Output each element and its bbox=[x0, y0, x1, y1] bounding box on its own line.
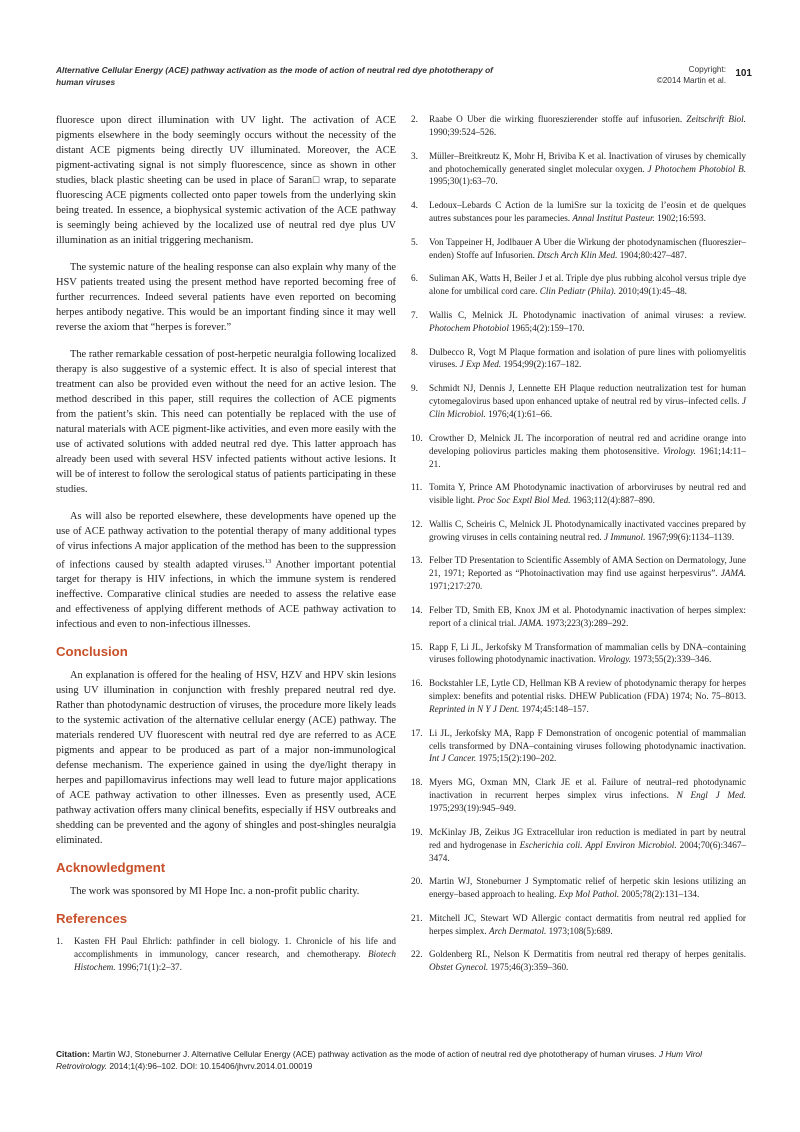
reference-details: 1975;293(19):945–949. bbox=[429, 803, 517, 813]
reference-list-left bbox=[56, 935, 396, 974]
reference-text: Myers MG, Oxman MN, Clark JE et al. Failure of neutral–red photodynamic inactivation in recurrent herpes simplex virus infections. bbox=[429, 777, 746, 801]
reference-journal: J Photochem Photobiol B. bbox=[647, 163, 746, 174]
body-paragraph: The rather remarkable cessation of post-herpetic neuralgia following localized therapy is also suggestive of a systemic effect. It is also of special interest that treatment can also be provided even without the need for an active lesion. The method described in this paper, still requires the collection of ACE pigments from the patient’s skin. This need can potentially be replaced with the use of natural materials with ACE pigment-like activities, and even more easily with the use of activated solutions with added neutral red dye. This latter approach has already been used with several HSV infected patients without active lesions. It will be of interest to follow the serological status of patients participating in these studies. bbox=[56, 349, 396, 495]
reference-item bbox=[411, 432, 746, 471]
reference-number: 5. bbox=[411, 236, 418, 247]
conclusion-heading: Conclusion bbox=[56, 644, 128, 660]
reference-details: 2010;49(1):45–48. bbox=[616, 286, 687, 297]
reference-journal: Exp Mol Pathol. bbox=[558, 889, 620, 900]
reference-details: 1975;15(2):190–202. bbox=[476, 753, 557, 764]
reference-number: 4. bbox=[411, 200, 418, 211]
acknowledgment-text: The work was sponsored by MI Hope Inc. a non-profit public charity. bbox=[70, 886, 360, 898]
references-heading: References bbox=[56, 911, 128, 927]
reference-number: 20. bbox=[411, 876, 423, 887]
reference-text: Schmidt NJ, Dennis J, Lennette EH Plaque reduction neutralization test for human cytomegalovirus based upon enhanced uptake of neutral red by virus–infected cells. bbox=[429, 383, 746, 407]
reference-text: Dulbecco R, Vogt M Plaque formation and isolation of pure lines with poliomyelitis viruses. bbox=[429, 346, 746, 370]
reference-item bbox=[411, 150, 746, 189]
page-header bbox=[56, 64, 752, 98]
reference-details: 1904;80:427–487. bbox=[617, 249, 687, 260]
reference-journal: Obstet Gynecol. bbox=[429, 962, 489, 973]
reference-details: 1974;45:148–157. bbox=[519, 703, 589, 714]
reference-details: 2004;70(6):3467–3474. bbox=[429, 839, 747, 863]
reference-text: Rapp F, Li JL, Jerkofsky M Transformation of mammalian cells by DNA–containing viruses following photodynamic inactivation. bbox=[429, 641, 746, 665]
body-paragraph: The systemic nature of the healing response can also explain why many of the HSV patients treated using the present method have reported becoming free of further recurrences. Indeed several patients have even reported on becoming herpes antibody negative. This would be an important finding since it may well reverse the axiom that “herpes is forever.” bbox=[56, 262, 396, 333]
reference-number: 10. bbox=[411, 432, 423, 443]
reference-details: 1902;16:593. bbox=[654, 213, 706, 224]
reference-text: Suliman AK, Watts H, Beiler J et al. Triple dye plus rubbing alcohol versus triple dye alone for umbilical cord care. bbox=[429, 273, 746, 297]
reference-details: 1965;4(2):159–170. bbox=[508, 322, 585, 333]
reference-journal: Annal Institut Pasteur. bbox=[572, 213, 655, 224]
reference-number: 22. bbox=[411, 949, 423, 960]
reference-text: Martin WJ, Stoneburner J Symptomatic relief of herpetic skin lesions utilizing an energy–based approach to healing. bbox=[429, 876, 746, 900]
reference-number: 17. bbox=[411, 727, 423, 738]
reference-text: Crowther D, Melnick JL The incorporation of neutral red and acridine orange into developing poliovirus particles making them photosensitive. bbox=[429, 432, 746, 456]
conclusion-text: An explanation is offered for the healing of HSV, HZV and HPV skin lesions using UV illumination in conjunction with freshly prepared neutral red dye. Rather than photodynamic destruction of viruses, the procedure more likely leads to the systemic activation of the alternative cellular energy (ACE) pathway. The materials rendered UV fluorescent with neutral red dye are referred to as ACE pigments and appear to be produced as part of a major non-immunological defense mechanism. The experience gained in using the dye/light therapy in herpes and papillomavirus infections may well lead to future major applications of ACE pathway activation to other illnesses. Even as presently used, ACE pathway activation offers many clinical benefits, especially if HSV outbreaks and shedding can be prevented and the agony of shingles and post-shingles neuralgia eliminated. bbox=[56, 670, 396, 847]
reference-item bbox=[411, 677, 746, 716]
reference-item bbox=[411, 776, 746, 815]
reference-text: Wallis C, Scheiris C, Melnick JL Photodynamically inactivated vaccines prepared by growing viruses in cells containing neutral red. bbox=[429, 518, 746, 542]
reference-item bbox=[411, 481, 746, 507]
reference-details: 1973;108(5):689. bbox=[546, 925, 613, 936]
copyright-notice bbox=[616, 64, 726, 86]
reference-details: 1973;223(3):289–292. bbox=[543, 617, 629, 628]
reference-text: Raabe O Uber die wirking fluoreszierender stoffe auf infusorien. bbox=[429, 114, 687, 124]
reference-journal: Clin Pediatr (Phila). bbox=[539, 286, 617, 297]
reference-item bbox=[411, 554, 746, 593]
reference-item bbox=[411, 826, 746, 865]
reference-journal: Proc Soc Exptl Biol Med. bbox=[477, 495, 571, 506]
reference-details: 1975;46(3):359–360. bbox=[488, 962, 569, 973]
reference-number: 6. bbox=[411, 273, 418, 284]
reference-item bbox=[411, 875, 746, 901]
reference-number: 21. bbox=[411, 912, 423, 923]
reference-text: Li JL, Jerkofsky MA, Rapp F Demonstration of oncogenic potential of mammalian cells transformed by DNA–containing viruses following photodynamic inactivation. bbox=[429, 727, 746, 751]
reference-text: Bockstahler LE, Lytle CD, Hellman KB A review of photodynamic therapy for herpes simplex: benefits and potential risks. DHEW Publication (FDA) 1974; No. 75–8013. bbox=[429, 678, 746, 702]
reference-text: Mitchell JC, Stewart WD Allergic contact dermatitis from neutral red applied for herpes simplex. bbox=[429, 912, 746, 936]
body-paragraph: fluoresce upon direct illumination with UV light. The activation of ACE pigments elsewhere in the body seemingly occurs without the necessity of the distant ACE pigments being directly UV illuminated. Moreover, the ACE pigment-activating signal is not simply fluorescence, since as shown in other studies, black plastic sheeting can be used in place of Saran□ wrap, to separate fluorescing ACE pigments collected onto paper towels from the underlying skin being treated. In essence, a biophysical systemic activation of the ACE pathway is seemingly being achieved by the localized use of neutral red dye plus UV illumination as an initial triggering mechanism. bbox=[56, 115, 396, 246]
citation-superscript: 13 bbox=[264, 558, 272, 565]
reference-details: 1973;55(2):339–346. bbox=[631, 654, 712, 665]
reference-journal: J Clin Microbiol. bbox=[429, 396, 746, 419]
reference-details: 1971;217:270. bbox=[429, 581, 483, 592]
reference-item bbox=[411, 272, 746, 298]
reference-text: Kasten FH Paul Ehrlich: pathfinder in cell biology. 1. Chronicle of his life and accomplishments in immunology, cancer research, and chemotherapy. bbox=[74, 936, 396, 960]
acknowledgment-heading: Acknowledgment bbox=[56, 860, 166, 876]
reference-item bbox=[411, 641, 746, 667]
reference-journal: JAMA. bbox=[720, 568, 746, 579]
reference-journal: Dtsch Arch Klin Med. bbox=[537, 249, 618, 260]
reference-text: Goldenberg RL, Nelson K Dermatitis from neutral red therapy of herpes genitalis. bbox=[429, 949, 746, 960]
reference-text: Wallis C, Melnick JL Photodynamic inactivation of animal viruses: a review. bbox=[429, 309, 746, 320]
reference-number: 14. bbox=[411, 604, 423, 615]
reference-journal: Virology. bbox=[598, 654, 632, 665]
reference-text: Ledoux–Lebards C Action de la lumiSre sur la toxicitg de l’eosin et de quelques autres substances pour les paramecies. bbox=[429, 200, 746, 224]
reference-item bbox=[56, 935, 396, 974]
reference-item bbox=[411, 113, 746, 139]
left-column bbox=[56, 113, 396, 982]
reference-item bbox=[411, 382, 746, 421]
reference-journal: Escherichia coli. Appl Environ Microbiol. bbox=[519, 839, 677, 850]
citation-text: Martin WJ, Stoneburner J. Alternative Cellular Energy (ACE) pathway activation as the mode of action of neutral red dye phototherapy of human viruses. bbox=[89, 1049, 659, 1059]
reference-item bbox=[411, 346, 746, 372]
reference-text: Müller–Breitkreutz K, Mohr H, Briviba K et al. Inactivation of viruses by chemically and photochemically generated singlet molecular oxygen. bbox=[429, 150, 746, 174]
reference-item bbox=[411, 604, 746, 630]
reference-details: 1995;30(1):63–70. bbox=[429, 176, 498, 187]
paragraph-text: As will also be reported elsewhere, these developments have opened up the use of ACE pathway activation to the potential therapy of many additional types of virus infections A major application of the method has been to the suppression of infections caused by stealth adapted viruses. bbox=[56, 511, 396, 571]
reference-journal: J Exp Med. bbox=[459, 359, 502, 370]
reference-number: 16. bbox=[411, 678, 423, 689]
reference-text: Tomita Y, Prince AM Photodynamic inactivation of arborviruses by neutral red and visible light. bbox=[429, 482, 746, 506]
reference-journal: Virology. bbox=[663, 445, 696, 456]
reference-list-right bbox=[411, 113, 746, 974]
copyright-label: Copyright: bbox=[688, 65, 726, 74]
reference-number: 15. bbox=[411, 641, 423, 652]
reference-item bbox=[411, 199, 746, 225]
reference-number: 18. bbox=[411, 777, 423, 788]
paragraph-text: Another important potential target for therapy is HIV infections, in which the immune system is rendered ineffective. Comparative clinical studies are needed to assess the relative ease and effectiveness of applying different methods of ACE pathway activation to infectious and even to non-infectious illnesses. bbox=[56, 559, 396, 631]
reference-number: 13. bbox=[411, 555, 423, 566]
reference-item bbox=[411, 309, 746, 335]
reference-number: 12. bbox=[411, 518, 423, 529]
reference-journal: Arch Dermatol. bbox=[488, 925, 547, 936]
citation-label: Citation: bbox=[56, 1049, 90, 1059]
copyright-holder: ©2014 Martin et al. bbox=[656, 76, 726, 85]
reference-number: 19. bbox=[411, 826, 423, 837]
right-column bbox=[411, 113, 746, 985]
reference-number: 11. bbox=[411, 482, 423, 493]
reference-journal: JAMA. bbox=[518, 617, 544, 628]
reference-text: Felber TD Presentation to Scientific Assembly of AMA Section on Dermatology, June 21, 1971; Reported as “Photoinactivation may find use against herpesvirus”. bbox=[429, 555, 746, 579]
reference-journal: Reprinted in N Y J Dent. bbox=[429, 703, 520, 714]
reference-item bbox=[411, 727, 746, 766]
running-title: Alternative Cellular Energy (ACE) pathway activation as the mode of action of neutral red dye phototherapy of human viruses bbox=[56, 65, 493, 87]
reference-text: Von Tappeiner H, Jodlbauer A Uber die Wirkung der photodynamischen (fluoreszier–enden) Stoffe auf Infusorien. bbox=[429, 236, 746, 260]
reference-number: 7. bbox=[411, 309, 418, 320]
reference-details: 1954;99(2):167–182. bbox=[501, 359, 582, 370]
reference-number: 8. bbox=[411, 346, 418, 357]
reference-number: 1. bbox=[56, 936, 63, 947]
reference-journal: N Engl J Med. bbox=[676, 790, 746, 801]
reference-details: 1976;4(1):61–66. bbox=[485, 408, 553, 419]
reference-details: 1967;99(6):1134–1139. bbox=[645, 531, 735, 542]
reference-details: 1963;112(4):887–890. bbox=[570, 495, 655, 506]
reference-details: 1961;14:11–21. bbox=[429, 445, 746, 469]
reference-number: 9. bbox=[411, 383, 418, 394]
reference-journal: Biotech Histochem. bbox=[74, 949, 396, 973]
reference-details: 2005;78(2):131–134. bbox=[619, 889, 700, 900]
reference-journal: Photochem Photobiol bbox=[429, 322, 509, 333]
citation-journal: J Hum Virol Retrovirology. bbox=[56, 1049, 702, 1071]
reference-text: Felber TD, Smith EB, Knox JM et al. Photodynamic inactivation of herpes simplex: report of a clinical trial. bbox=[429, 604, 746, 628]
reference-text: McKinlay JB, Zeikus JG Extracellular iron reduction is mediated in part by neutral red and hydrogenase in bbox=[429, 826, 746, 850]
citation-footer bbox=[56, 1048, 752, 1072]
reference-journal: Zeitschrift Biol. bbox=[686, 114, 746, 124]
reference-item bbox=[411, 912, 746, 938]
reference-details: 1996;71(1):2–37. bbox=[115, 962, 182, 973]
reference-details: 1990;39:524–526. bbox=[429, 126, 497, 137]
reference-number: 3. bbox=[411, 150, 418, 161]
page-number: 101 bbox=[735, 68, 752, 79]
reference-number: 2. bbox=[411, 114, 418, 124]
body-paragraph bbox=[56, 509, 396, 632]
reference-item bbox=[411, 518, 746, 544]
reference-item bbox=[411, 236, 746, 262]
reference-journal: J Immunol. bbox=[604, 531, 646, 542]
citation-details: 2014;1(4):96‒102. DOI: 10.15406/jhvrv.2014.01.00019 bbox=[107, 1061, 313, 1071]
reference-journal: Int J Cancer. bbox=[429, 753, 477, 764]
reference-item bbox=[411, 948, 746, 974]
